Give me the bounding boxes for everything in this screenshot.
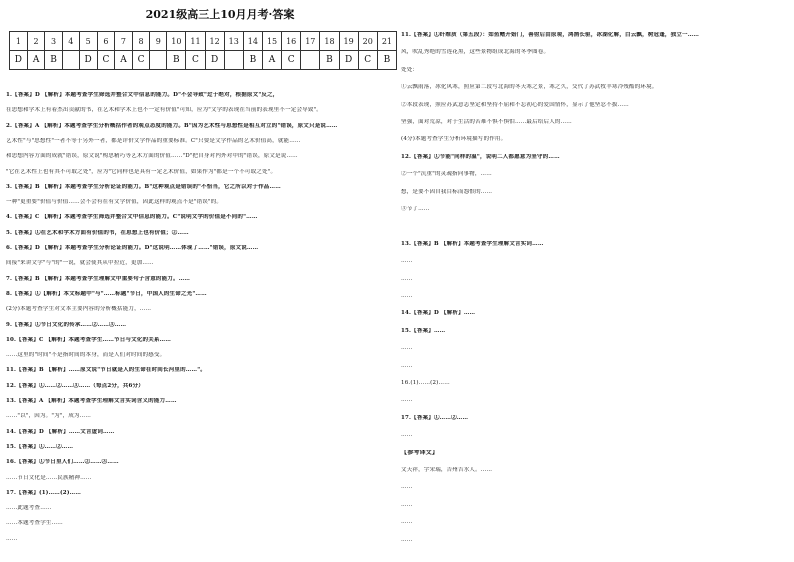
answer-key-number-cell: 7 bbox=[115, 32, 133, 51]
text-line: …… bbox=[401, 258, 413, 265]
text-line: 12.【答案】①……②……③……（每点2分，共6分） bbox=[6, 382, 144, 389]
text-line: 一种"更重要"价值与价值……会不会有在有文学价值，因此这样的观点不是"错误"的。 bbox=[6, 199, 223, 206]
answer-key-answer-cell: A bbox=[27, 51, 45, 70]
text-line: …… bbox=[6, 535, 18, 542]
text-line: 1.【答案】D 【解析】本题考查学生筛选并整合文中信息的能力。D"不会导致"过于绝对，根据原文"反之， bbox=[6, 92, 279, 98]
answer-key-answer-cell bbox=[150, 51, 167, 70]
text-line: …… bbox=[401, 501, 413, 508]
text-line: 4.【答案】C 【解析】本题考查学生筛选并整合文中信息的能力。C"说明文学的价值是不同的"…… bbox=[6, 214, 258, 221]
text-line: 17.【答案】①……②…… bbox=[401, 414, 469, 421]
answer-key-answer-cell: C bbox=[282, 51, 301, 70]
answer-key-number-cell: 13 bbox=[224, 32, 243, 51]
answer-key-number-cell: 9 bbox=[150, 32, 167, 51]
text-line: 16.(1)……(2)…… bbox=[401, 380, 450, 386]
text-line: 2.【答案】A 【解析】本题考查学生分析概括作者的观点态度的能力。B"因为艺术性与思想性是相互对立的"错误，原文只是说…… bbox=[6, 122, 338, 129]
answer-key-answer-cell: B bbox=[243, 51, 262, 70]
answer-key-answer-cell: B bbox=[320, 51, 339, 70]
answer-key-answer-cell bbox=[224, 51, 243, 70]
text-line: …… bbox=[401, 519, 413, 526]
text-line: 14.【答案】D 【解析】……文言虚词…… bbox=[6, 428, 115, 435]
answer-key-answer-cell: A bbox=[262, 51, 281, 70]
text-line: 和思想内容方面的成就"错误，原文说"构思精巧等艺术方面的价值……"D"把自身对内外对中的"错误，原文是说…… bbox=[6, 153, 298, 160]
text-line: ②一个"沉重"的灵魂指向事物，…… bbox=[401, 171, 492, 178]
text-line: …… bbox=[401, 397, 413, 404]
text-line: "它在艺术性上也有其不可取之处"，应为"它同样也是具有一定艺术价值，如果作为"都是一个不可取之处"。 bbox=[6, 168, 277, 175]
text-line: (4分)本题考查学生分析环境描写的作用。 bbox=[401, 136, 507, 143]
text-line: ②本段表现，照应苏武意志坚定和坚持不屈和不忘初心的爱国情怀，显示了他坚忍不拔…… bbox=[401, 101, 630, 108]
text-line: 16.【答案】①节日里人们……②……③…… bbox=[6, 459, 119, 466]
answer-key-answer-cell: C bbox=[132, 51, 150, 70]
text-line: …… bbox=[401, 432, 413, 439]
text-line: 17.【答案】(1)……(2)…… bbox=[6, 489, 82, 496]
answer-key-answer-cell: B bbox=[167, 51, 186, 70]
text-line: 3.【答案】B 【解析】本题考查学生分析论证的能力。B"这种观点是错误的"不恰当，它之所以对于作品…… bbox=[6, 183, 281, 190]
text-line: …… bbox=[401, 362, 413, 369]
text-line: 坚强，面对荒凉，对于生活的苦难不惧不惧怕……最后给后人的…… bbox=[401, 119, 573, 125]
answer-key-number-cell: 11 bbox=[186, 32, 205, 51]
text-line: 【参考译文】 bbox=[401, 449, 439, 456]
text-line: 想，是要不因自我目标而怨恨的…… bbox=[401, 188, 493, 195]
answer-key-number-cell: 6 bbox=[97, 32, 115, 51]
page-title: 2021级高三上10月月考·答案 bbox=[145, 8, 295, 21]
text-line: ……此题考查…… bbox=[6, 505, 52, 512]
text-line: 9.【答案】①节日文化的传承……②……③…… bbox=[6, 321, 127, 328]
answer-key-numbers-row bbox=[10, 32, 397, 51]
answer-key-answer-cell: B bbox=[377, 51, 396, 70]
text-line: 12.【答案】①节能"同样的温"，说明二人都愿意为坚守的…… bbox=[401, 153, 560, 160]
answer-key-number-cell: 16 bbox=[282, 32, 301, 51]
answer-key-number-cell: 21 bbox=[377, 32, 396, 51]
text-line: 间接"来讲文学"与"的"一说，就会使其从中拉近，更加…… bbox=[6, 260, 154, 267]
answer-key-answer-cell: D bbox=[205, 51, 224, 70]
answer-key-answer-cell bbox=[301, 51, 320, 70]
answer-key-number-cell: 18 bbox=[320, 32, 339, 51]
text-line: ……"以"，因为。"为"，成为…… bbox=[6, 413, 92, 420]
answer-key-number-cell: 1 bbox=[10, 32, 28, 51]
text-line: …… bbox=[401, 345, 413, 352]
text-line: 6.【答案】D 【解析】本题考查学生分析论证的能力。D"这说明……体现了……"错误，原文说…… bbox=[6, 245, 259, 251]
text-line: 15.【答案】①……②…… bbox=[6, 443, 74, 450]
answer-key-answer-cell: D bbox=[79, 51, 97, 70]
answer-key-answer-cell bbox=[62, 51, 79, 70]
answer-key-number-cell: 3 bbox=[45, 32, 63, 51]
answer-key-number-cell: 17 bbox=[301, 32, 320, 51]
text-line: ……这里的"时间"不是指时间的本身，而是人们对时间的感受。 bbox=[6, 352, 166, 359]
text-line: ①云飘雨落，冰化风寒，照应第二段写北海的冬天寒之景，寒之久，交代了苏武牧羊寒冷残酷的环境。 bbox=[401, 84, 658, 91]
answer-key-table bbox=[9, 31, 397, 70]
text-line: 10.【答案】C 【解析】本题考查学生……节日与文化的关系…… bbox=[6, 336, 172, 343]
text-line: …… bbox=[401, 536, 413, 543]
answer-key-answer-cell: C bbox=[358, 51, 377, 70]
answer-key-number-cell: 4 bbox=[62, 32, 79, 51]
text-line: ……节日文化是……民族精神…… bbox=[6, 474, 92, 481]
answer-key-answer-cell: C bbox=[186, 51, 205, 70]
text-line: …… bbox=[401, 484, 413, 491]
answer-key-number-cell: 14 bbox=[243, 32, 262, 51]
text-line: ……本题考查学生…… bbox=[6, 520, 64, 527]
text-line: ③节了…… bbox=[401, 206, 430, 212]
answer-key-answer-cell: D bbox=[339, 51, 358, 70]
text-line: 处处： bbox=[401, 66, 419, 73]
text-line: 13.【答案】A 【解析】本题考查学生理解文言实词含义的能力…… bbox=[6, 398, 177, 404]
text-line: 风，吹乱秀绝的雪莲花黑，这些景物组成北海的冬季图卷。 bbox=[401, 49, 550, 56]
answer-key-answer-cell: B bbox=[45, 51, 63, 70]
answer-key-answer-cell: C bbox=[97, 51, 115, 70]
answer-key-answer-cell: D bbox=[10, 51, 28, 70]
text-line: 艺术性"与"思想性"一者不等于另外一者，都是评价文学作品的重要标准。C"只要是文学作品的艺术价值高，就能…… bbox=[6, 137, 301, 144]
text-line: 7.【答案】B 【解析】本题考查学生理解文中重要句子含意的能力。…… bbox=[6, 275, 191, 282]
text-line: 15.【答案】…… bbox=[401, 327, 446, 334]
answer-key-answers-row bbox=[10, 51, 397, 70]
answer-key-number-cell: 20 bbox=[358, 32, 377, 51]
text-line: 在思想和学术上有着杰出贡献的书，在艺术和学术上也不一定有价值"可知，应为"文学的表现在当前的表现里不一定会导致"。 bbox=[6, 107, 322, 114]
answer-key-answer-cell: A bbox=[115, 51, 133, 70]
text-line: 文天祥，字宋瑞，吉州吉水人。…… bbox=[401, 467, 493, 473]
text-line: 13.【答案】B 【解析】本题考查学生理解文言实词…… bbox=[401, 240, 544, 247]
answer-key-number-cell: 2 bbox=[27, 32, 45, 51]
text-line: (2分)本题考查学生对文本主要内容的分析概括能力，…… bbox=[6, 306, 152, 313]
text-line: 11.【答案】①纤维质（第五段）：如鱼鳍开始门，善射后由原观，鸿鹄长驱，冰湖化解，白云飘，树冠蓬，独立一…… bbox=[401, 32, 700, 38]
text-line: …… bbox=[401, 293, 413, 299]
text-line: 8.【答案】①【解析】本文标题中"与"……标题"节日，中国人的生命之光"…… bbox=[6, 290, 207, 297]
answer-key-number-cell: 12 bbox=[205, 32, 224, 51]
answer-key-number-cell: 10 bbox=[167, 32, 186, 51]
text-line: 14.【答案】D 【解析】…… bbox=[401, 310, 476, 317]
text-line: 5.【答案】①在艺术和学术方面有价值的书，在思想上也有价值；②…… bbox=[6, 229, 189, 236]
answer-key-number-cell: 5 bbox=[79, 32, 97, 51]
text-line: …… bbox=[401, 275, 413, 282]
answer-key-number-cell: 8 bbox=[132, 32, 150, 51]
text-line: 11.【答案】B 【解析】……原文说"节日就是人的生命在时间长河里的……"。 bbox=[6, 367, 206, 374]
answer-key-number-cell: 15 bbox=[262, 32, 281, 51]
answer-key-number-cell: 19 bbox=[339, 32, 358, 51]
